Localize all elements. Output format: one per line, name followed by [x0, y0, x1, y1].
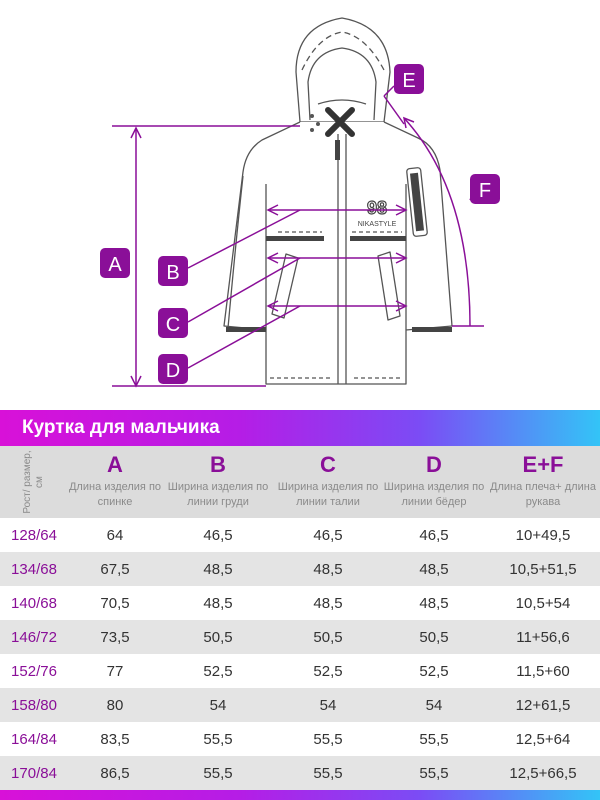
cell-ef: 12+61,5 [515, 696, 571, 714]
table-row [0, 552, 600, 586]
column-description: Длина изделия по спинке [68, 481, 162, 508]
cell-ef: 11+56,6 [516, 628, 570, 646]
size-cell: 146/72 [11, 628, 57, 646]
title-bar [0, 410, 600, 446]
size-cell: 128/64 [11, 526, 57, 544]
cell-a: 80 [106, 696, 124, 714]
cell-a: 73,5 [100, 628, 130, 646]
chest-print-number: 98 [366, 198, 388, 218]
column-letter: E+F [522, 452, 564, 477]
label-f-text: F [478, 180, 492, 202]
cell-c: 48,5 [313, 560, 343, 578]
column-header-d [382, 446, 486, 518]
cell-c: 55,5 [313, 764, 343, 782]
cell-ef: 10,5+51,5 [509, 560, 577, 578]
column-letter: B [210, 452, 226, 477]
cell-a: 64 [106, 526, 124, 544]
cell-a: 77 [106, 662, 124, 680]
jacket-hood [296, 18, 390, 122]
size-cell: 134/68 [11, 560, 57, 578]
table-row [0, 518, 600, 552]
label-e-text: E [402, 70, 416, 92]
cell-c: 55,5 [313, 730, 343, 748]
table-row [0, 620, 600, 654]
label-e [394, 64, 424, 94]
cell-b: 50,5 [203, 628, 233, 646]
size-table [0, 446, 600, 790]
label-c [158, 308, 188, 338]
table-row [0, 756, 600, 790]
cell-ef: 10+49,5 [515, 526, 571, 544]
column-letter: C [320, 452, 336, 477]
column-letter: D [426, 452, 442, 477]
cell-b: 54 [209, 696, 227, 714]
cell-d: 48,5 [419, 560, 449, 578]
page-title: Куртка для мальчика [22, 417, 220, 438]
column-header-c [274, 446, 382, 518]
cell-d: 50,5 [419, 628, 449, 646]
cell-b: 48,5 [203, 560, 233, 578]
label-d [158, 354, 188, 384]
column-header-a [68, 446, 162, 518]
cell-c: 52,5 [313, 662, 343, 680]
cell-a: 86,5 [100, 764, 130, 782]
table-body [0, 518, 600, 790]
column-header-b [162, 446, 274, 518]
size-cell: 158/80 [11, 696, 57, 714]
label-b-text: B [166, 262, 180, 284]
table-row [0, 722, 600, 756]
chest-print-text: NIKASTYLE [357, 221, 397, 228]
size-cell: 140/68 [11, 594, 57, 612]
cell-b: 55,5 [203, 730, 233, 748]
cell-c: 50,5 [313, 628, 343, 646]
cell-d: 46,5 [419, 526, 449, 544]
cell-d: 54 [425, 696, 443, 714]
cell-ef: 10,5+54 [515, 594, 571, 612]
size-cell: 152/76 [11, 662, 57, 680]
cell-d: 55,5 [419, 764, 449, 782]
cell-a: 70,5 [100, 594, 130, 612]
column-header-ef [486, 446, 600, 518]
cell-d: 55,5 [419, 730, 449, 748]
column-description: Длина плеча+ длина рукава [490, 481, 596, 508]
cell-c: 54 [319, 696, 337, 714]
cell-c: 48,5 [313, 594, 343, 612]
cell-ef: 12,5+64 [515, 730, 571, 748]
label-b [158, 256, 188, 286]
cell-b: 48,5 [203, 594, 233, 612]
size-header-label: Рост/ размер, см [22, 450, 45, 514]
column-letter: A [107, 452, 123, 477]
cell-b: 55,5 [203, 764, 233, 782]
column-description: Ширина изделия по линии талии [277, 481, 379, 508]
label-a-text: A [108, 254, 122, 276]
size-header-cell [0, 446, 68, 518]
table-row [0, 586, 600, 620]
table-header-row [0, 446, 600, 518]
label-c-text: C [165, 314, 181, 336]
label-d-text: D [165, 360, 181, 382]
size-cell: 170/84 [11, 764, 57, 782]
table-row [0, 688, 600, 722]
cell-d: 48,5 [419, 594, 449, 612]
label-a [100, 248, 130, 278]
table-row [0, 654, 600, 688]
column-description: Ширина изделия по линии бёдер [383, 481, 485, 508]
cell-a: 83,5 [100, 730, 130, 748]
label-f [470, 174, 500, 204]
size-cell: 164/84 [11, 730, 57, 748]
cell-ef: 12,5+66,5 [509, 764, 577, 782]
cell-ef: 11,5+60 [516, 662, 570, 680]
bottom-gradient-bar [0, 790, 600, 800]
column-description: Ширина изделия по линии груди [167, 481, 269, 508]
cell-c: 46,5 [313, 526, 343, 544]
cell-a: 67,5 [100, 560, 130, 578]
cell-d: 52,5 [419, 662, 449, 680]
cell-b: 46,5 [203, 526, 233, 544]
cell-b: 52,5 [203, 662, 233, 680]
